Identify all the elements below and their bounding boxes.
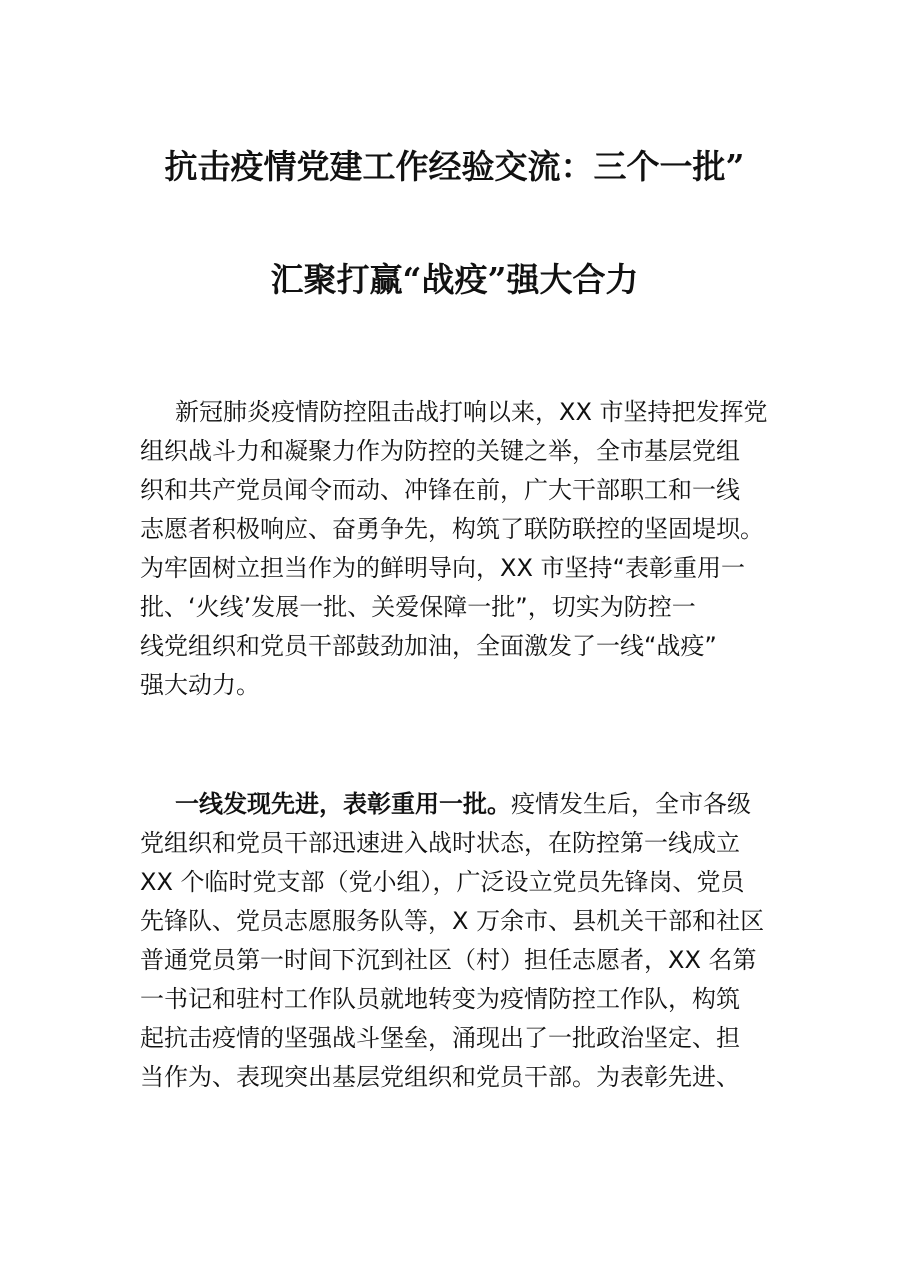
paragraph-line: 普通党员第一时间下沉到社区（村）担任志愿者，XX 名第 xyxy=(140,946,757,974)
paragraph-line: 当作为、表现突出基层党组织和党员干部。为表彰先进、 xyxy=(140,1063,740,1091)
document-title-line-2: 汇聚打赢“战疫”强大合力 xyxy=(270,260,639,299)
paragraph-line: 为牢固树立担当作为的鲜明导向，XX 市坚持“表彰重用一 xyxy=(140,554,745,582)
paragraph-line: 批、‘火线’发展一批、关爱保障一批”，切实为防控一 xyxy=(140,593,696,621)
paragraph-lead-heading: 一线发现先进，表彰重用一批。 xyxy=(175,790,511,818)
paragraph-commendation xyxy=(140,785,780,1097)
paragraph-line xyxy=(140,785,780,824)
paragraph-line: 强大动力。 xyxy=(140,671,260,699)
paragraph-line: 组织战斗力和凝聚力作为防控的关键之举，全市基层党组 xyxy=(140,437,740,465)
paragraph-line: 先锋队、党员志愿服务队等，X 万余市、县机关干部和社区 xyxy=(140,907,765,935)
paragraph-line: 新冠肺炎疫情防控阻击战打响以来，XX 市坚持把发挥党 xyxy=(175,398,768,426)
paragraph-line: 志愿者积极响应、奋勇争先，构筑了联防联控的坚固堤坝。 xyxy=(140,515,764,543)
paragraph-line: 起抗击疫情的坚强战斗堡垒，涌现出了一批政治坚定、担 xyxy=(140,1024,740,1052)
paragraph-line: 党组织和党员干部迅速进入战时状态，在防控第一线成立 xyxy=(140,829,740,857)
document-title-line-1: 抗击疫情党建工作经验交流：三个一批” xyxy=(164,147,745,186)
paragraph-line: XX 个临时党支部（党小组），广泛设立党员先锋岗、党员 xyxy=(140,868,745,896)
paragraph-line-rest: 疫情发生后，全市各级 xyxy=(511,790,751,818)
paragraph-line: 织和共产党员闻令而动、冲锋在前，广大干部职工和一线 xyxy=(140,476,740,504)
paragraph-line: 线党组织和党员干部鼓劲加油，全面激发了一线“战疫” xyxy=(140,632,717,660)
paragraph-line: 一书记和驻村工作队员就地转变为疫情防控工作队，构筑 xyxy=(140,985,740,1013)
paragraph-intro xyxy=(140,393,780,705)
